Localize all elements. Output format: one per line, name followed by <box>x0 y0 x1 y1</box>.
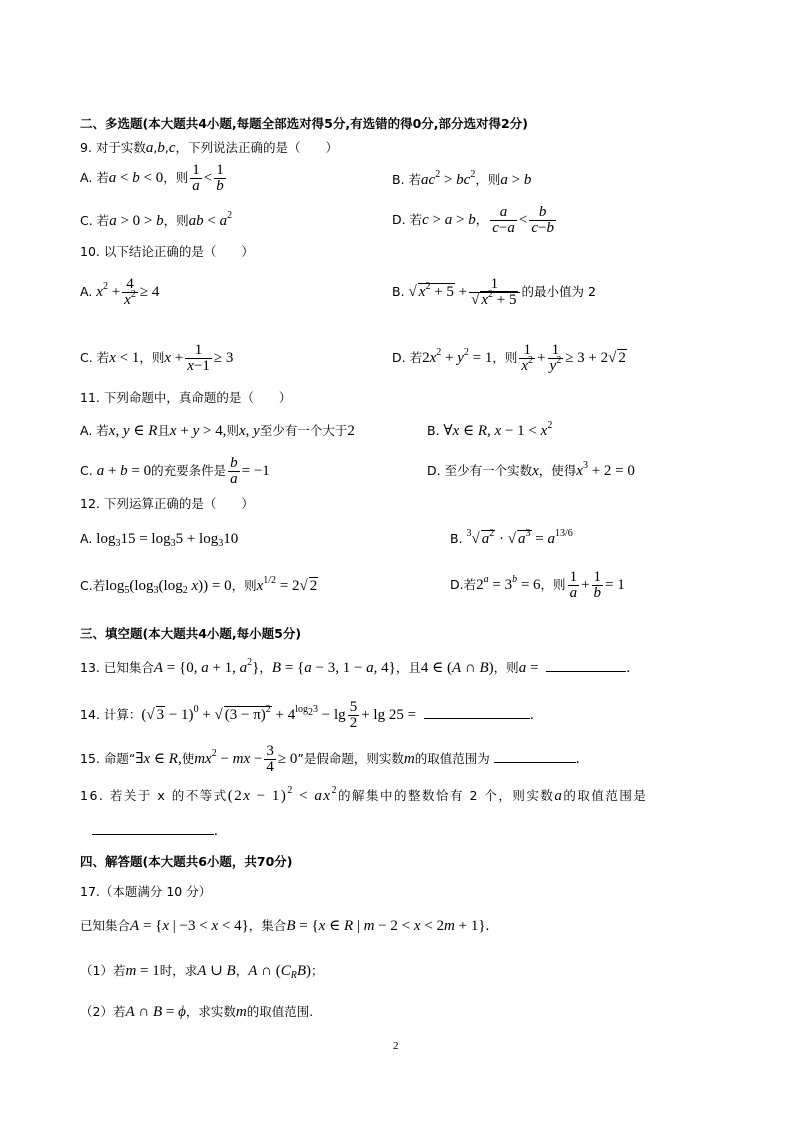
section-heading-fill-in: 三、填空题(本大题共4小题,每小题5分) <box>80 626 302 641</box>
answer-blank-13[interactable] <box>546 659 626 672</box>
question-17-part-1: （1）若m = 1时，求A ∪ B，A ∩ $(C_RB)$； <box>80 963 324 981</box>
question-17-header: 17.（本题满分 10 分） <box>80 884 212 899</box>
question-9-option-c: C. 若a > 0 > b，则ab < $a^2$ <box>80 210 233 229</box>
question-17-stem: 已知集合A = {x | −3 < x < 4}，集合B = {x ∈ R | m − 2 < x < 2m + 1}. <box>80 918 490 934</box>
question-12-option-b: B. $^3$√ $a^2$ · √ $a^3 = a^{13/6}$ <box>450 528 573 547</box>
answer-blank-16[interactable] <box>92 822 214 835</box>
question-11-option-c: C. a + b = 0的充要条件是 $\frac{b}{a}$ = −1 <box>80 455 270 487</box>
section-heading-multiple-choice: 二、多选题(本大题共4小题,每题全部选对得5分,有选错的得0分,部分选对得2分) <box>80 116 528 131</box>
question-9-stem: 9. 对于实数a,b,c，下列说法正确的是（ ） <box>80 140 339 156</box>
question-17-part-2: （2）若A ∩ B = ϕ，求实数m的取值范围. <box>80 1004 314 1020</box>
question-15: 15. 命题“∃x ∈ R,使$mx^2$ − mx − $\frac{3}{4}$ ≥ 0”是假命题，则实数m的取值范围为 . <box>80 743 580 775</box>
question-11-option-b: B. ∀x ∈ R, $x - 1 < x^2$ <box>427 420 553 439</box>
question-13: 13. 已知集合A = {0, a + 1, $a^2$}，B = {a − 3, 1 − a, 4}，且4 ∈ (A ∩ B)，则a = . <box>80 657 631 676</box>
section-heading-answers: 四、解答题(本大题共6小题，共70分) <box>80 854 293 869</box>
answer-blank-15[interactable] <box>494 750 576 763</box>
question-11-option-d: D. 至少有一个实数x，使得$x^3 + 2 = 0$ <box>427 460 635 479</box>
question-12-stem: 12. 下列运算正确的是（ ） <box>80 496 254 511</box>
question-12-option-a: A. $\log_315 = \log_35 + \log_310$ <box>80 531 239 549</box>
question-11-option-a: A. 若x, y ∈ R且x + y > 4,则x, y至少有一个大于2 <box>80 423 355 439</box>
question-11-stem: 11. 下列命题中，真命题的是（ ） <box>80 390 292 405</box>
question-10-option-b: B. √ $x^2 + 5$ + $\frac{1}{√ x^2 + 5}$ 的最小值为 2 <box>392 276 596 308</box>
page-number: 2 <box>393 1040 399 1052</box>
question-9-option-d: D. 若c > a > b， $\frac{a}{c-a}$ < $\frac{b}{c-b}$ <box>392 204 554 236</box>
question-12-option-c: C.若$\log_5(\log_3(\log_2$ x)) = 0，则$x^{1/2} = 2√$ 2 <box>80 575 318 596</box>
question-10-option-a: A. $x^2$ + $\frac{4}{x^2}$ ≥ 4 <box>80 276 160 308</box>
question-16-blank-line: . <box>92 822 218 840</box>
question-16: 16. 若关于 x 的不等式$(2x - 1)^2 < ax^2$的解集中的整数恰有 2 个，则实数a的取值范围是 <box>80 785 648 804</box>
question-10-option-c: C. 若x < 1，则x + $\frac{1}{x-1}$ ≥ 3 <box>80 342 234 374</box>
question-10-stem: 10. 以下结论正确的是（ ） <box>80 244 254 259</box>
question-9-option-b: B. 若$ac^2 > bc^2$，则a > b <box>392 169 532 188</box>
question-14: 14. 计算：(√ 3 − 1)$^0$ + √ $(3 - \pi)^2 + 4^{log_23} - \lg$ $\frac{5}{2}$ + lg 25 = . <box>80 699 534 731</box>
question-12-option-d: D.若$2^a = 3^b = 6$，则 $\frac{1}{a}$ + $\frac{1}{b}$ = 1 <box>450 569 625 601</box>
question-10-option-d: D. 若$2x^2 + y^2 = 1$，则 $\frac{1}{x^2}$ + $\frac{1}{y^2}$ ≥ 3 + 2√ 2 <box>392 342 626 374</box>
question-9-option-a: A. 若a < b < 0，则 $\frac{1}{a}$ < $\frac{1}{b}$ <box>80 162 224 194</box>
answer-blank-14[interactable] <box>424 706 530 719</box>
